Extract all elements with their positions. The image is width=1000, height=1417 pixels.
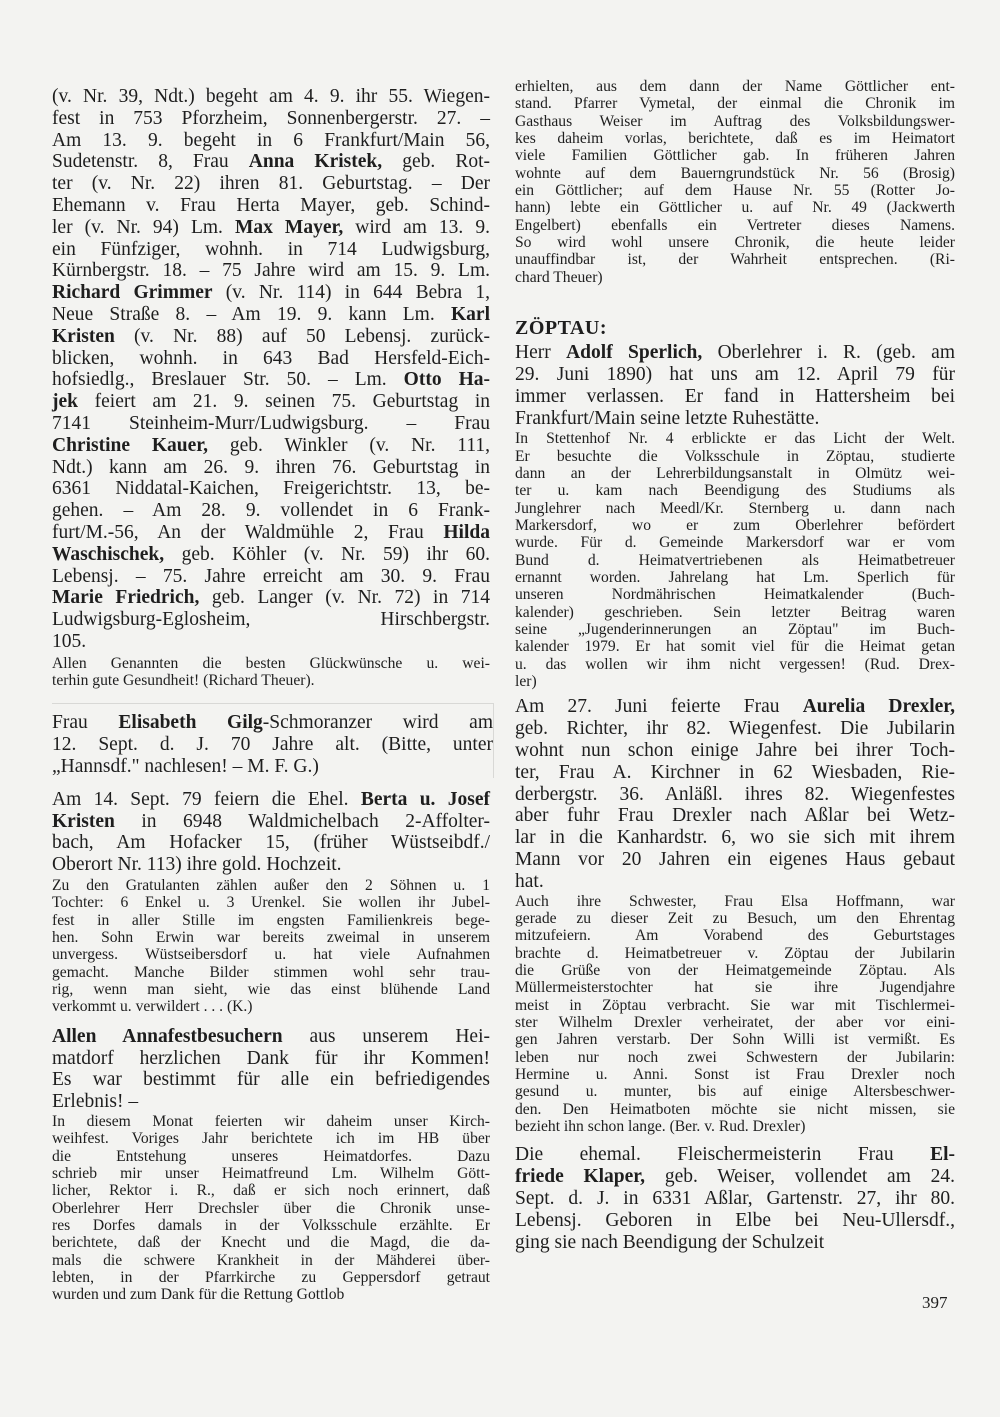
text-line: Auch ihre Schwester, Frau Elsa Hoffmann, war [515, 892, 955, 910]
text-line: berichtete, daß der Knecht und die Magd, die da- [52, 1234, 490, 1252]
bold-name: Karl [451, 303, 490, 325]
text-line: die Entstehung unseres Heimatdorfes. Dazu [52, 1147, 490, 1165]
article-paragraph [52, 703, 494, 777]
text-line: Mann vor 20 Jahren ein eigenes Haus gebaut [515, 849, 955, 871]
bold-name: Kristen [52, 325, 115, 347]
text-line: mals die schwere Krankheit in der Mähderei über- [52, 1251, 490, 1269]
text-line: Zu den Gratulanten zählen außer den 2 Söhnen u. 1 [52, 876, 490, 894]
text-line: fest in 753 Pforzheim, Sonnenbergerstr. 27. – [52, 107, 490, 129]
text-line: ter, Frau A. Kirchner in 62 Wiesbaden, Rie- [515, 761, 955, 783]
text-line: bach, Am Hofacker 15, (früher Wüstseibdf./ [52, 832, 490, 854]
text-line: Kristen (v. Nr. 88) auf 50 Lebensj. zurück- [52, 325, 490, 347]
text-line: gemacht. Manche Bilder stimmen wohl sehr trau- [52, 963, 490, 981]
text-line: rig, wenn man sieht, wie das einst blühende Land [52, 981, 490, 999]
text-line: Oberort Nr. 113) ihre gold. Hochzeit. [52, 854, 342, 876]
article-paragraph [515, 342, 955, 429]
text-line: 12. Sept. d. J. 70 Jahre alt. (Bitte, unter [52, 734, 493, 756]
article-paragraph [52, 86, 490, 653]
article-paragraph [52, 789, 490, 876]
text-line: Richard Grimmer (v. Nr. 114) in 644 Bebra 1, [52, 282, 490, 304]
text-line: Allen Genannten die besten Glückwünsche u. wei- [52, 654, 490, 672]
text-line: immer verlassen. Er fand in Hattersheim bei [515, 385, 955, 407]
text-line: unauffindbar ist, der Wahrheit entsprechen. (Ri- [515, 251, 955, 269]
text-line: Kürnbergstr. 18. – 75 Jahre wird am 15. 9. Lm. [52, 260, 490, 282]
text-line: Waschischek, geb. Köhler (v. Nr. 59) ihr 60. [52, 543, 490, 565]
text-line: wohnte auf dem Bauerngrundstück Nr. 56 (Brosig) [515, 164, 955, 182]
article-paragraph [52, 655, 490, 690]
text-line: bezieht ihn schon lange. (Ber. v. Rud. Drexler) [515, 1118, 806, 1136]
text-line: licher, Rektor i. R., daß er sich noch erinnert, daß [52, 1182, 490, 1200]
text-line: chard Theuer) [515, 268, 603, 286]
text-line: Neue Straße 8. – Am 19. 9. kann Lm. Karl [52, 303, 490, 325]
page-number: 397 [922, 1293, 948, 1312]
text-line: weihfest. Voriges Jahr berichtete ich im HB über [52, 1130, 490, 1148]
text-line: Oberlehrer Herr Drechsler über die Chronik unse- [52, 1199, 490, 1217]
text-line: Allen Annafestbesuchern aus unserem Hei- [52, 1025, 491, 1047]
text-line: ein Göttlicher; auf dem Hause Nr. 55 (Rotter Jo- [515, 182, 955, 200]
text-line: Herr Adolf Sperlich, Oberlehrer i. R. (geb. am [515, 342, 955, 364]
text-line: Hermine u. Anni. Sonst ist Frau Drexler noch [515, 1066, 955, 1084]
text-line: (v. Nr. 39, Ndt.) begeht am 4. 9. ihr 55. Wiegen- [52, 86, 490, 107]
text-line: Ludwigsburg-Eglosheim, Hirschbergstr. [52, 609, 490, 631]
text-line: In Stettenhof Nr. 4 erblickte er das Licht der Welt. [515, 430, 955, 448]
article-paragraph [515, 78, 955, 286]
bold-name: El- [930, 1144, 955, 1166]
text-line: brachte d. Heimatbetreuer v. Zöptau der Jubilarin [515, 944, 955, 962]
text-line: ler (v. Nr. 94) Lm. Max Mayer, wird am 13. 9. [52, 216, 490, 238]
text-line: unseren Nordmährischen Heimatkalender (Buch- [515, 586, 955, 604]
text-line: unvergess. Wüstseibersdorf u. hat viele Aufnahmen [52, 946, 490, 964]
left-column [52, 86, 493, 1304]
text-line: Bund d. Heimatvertriebenen als Heimatbetreuer [515, 551, 955, 569]
bold-name: Richard Grimmer [52, 282, 213, 304]
text-line: mitzufeiern. Am Vorabend des Geburtstages [515, 927, 955, 945]
text-line: die Grüße von der Heimatgemeinde Zöptau. Als [515, 962, 955, 980]
text-line: Am 27. Juni feierte Frau Aurelia Drexler, [515, 696, 956, 718]
text-line: In diesem Monat feierten wir daheim unser Kirch- [52, 1112, 490, 1130]
text-line: terhin gute Gesundheit! (Richard Theuer). [52, 672, 315, 690]
text-line: lar in die Kanhardstr. 6, wo sie sich mit ihrem [515, 827, 955, 849]
text-line: verkommt u. verwildert . . . (K.) [52, 998, 253, 1016]
text-line: matdorf herzlichen Dank für ihr Kommen! [52, 1047, 490, 1069]
article-paragraph [515, 893, 955, 1136]
bold-name: Anna Kristek, [248, 151, 383, 173]
text-line: ein Fünfziger, wohnh. in 714 Ludwigsburg, [52, 238, 490, 260]
text-line: kalender) geschrieben. Sein letzter Beitrag waren [515, 603, 955, 621]
article-paragraph [515, 696, 955, 892]
text-line: geb. Richter, ihr 82. Wiegenfest. Die Jubilarin [515, 718, 955, 740]
text-line: furt/M.-56, An der Waldmühle 2, Frau Hilda [52, 521, 490, 543]
bold-name: Aurelia Drexler, [802, 696, 956, 718]
text-line: Engelbert) ebenfalls ein Vertreter dieses Namens. [515, 216, 955, 234]
article-paragraph [515, 430, 955, 690]
bold-name: Kristen [52, 810, 115, 832]
text-line: Tochter: 6 Enkel u. 3 Urenkel. Sie wollen ihr Jubel- [52, 894, 490, 912]
text-line: Er besuchte die Volksschule in Zöptau, studierte [515, 447, 955, 465]
text-line: wurde. Für d. Gemeinde Markersdorf war er vom [515, 534, 955, 552]
text-line: erhielten, aus dem dann der Name Göttlicher ent- [515, 78, 955, 95]
text-line: aber fuhr Frau Drexler nach Aßlar bei Wetz- [515, 805, 955, 827]
text-line: blicken, wohnh. in 643 Bad Hersfeld-Eich- [52, 347, 490, 369]
text-line: kalender 1979. Er hat somit viel für die Heimat getan [515, 638, 955, 656]
text-line: 7141 Steinheim-Murr/Ludwigsburg. – Frau [52, 412, 490, 434]
text-line: schrieb mir unser Heimatfreund Lm. Wilhelm Gött- [52, 1164, 490, 1182]
text-line: Frankfurt/Main seine letzte Ruhestätte. [515, 407, 820, 429]
text-line: ernannt worden. Jahrelang hat Lm. Sperlich für [515, 569, 955, 587]
text-line: Markersdorf, wo er zum Oberlehrer befördert [515, 517, 955, 535]
text-line: 105. [52, 630, 87, 652]
text-line: Müllermeisterstochter hat sie ihre Jugendjahre [515, 979, 955, 997]
text-line: ler) [515, 673, 537, 691]
text-line: Ehemann v. Frau Herta Mayer, geb. Schind- [52, 194, 490, 216]
text-line: gen Jahren verstarb. Der Sohn Willi ist vermißt. Es [515, 1031, 955, 1049]
text-line: hann) lebte ein Göttlicher u. auf Nr. 49 (Jackwerth [515, 199, 955, 217]
text-line: friede Klaper, geb. Weiser, vollendet am 24. [515, 1166, 956, 1188]
text-line: Junglehrer nach Meedl/Kr. Sternberg u. dann nach [515, 499, 955, 517]
bold-name: Hilda [443, 521, 490, 543]
text-line: leben nur noch zwei Schwestern der Jubilarin: [515, 1048, 955, 1066]
article-paragraph [52, 877, 490, 1016]
bold-name: friede Klaper, [515, 1166, 646, 1188]
text-line: ster Wilhelm Drexler verheiratet, der aber vor eini- [515, 1014, 955, 1032]
text-line: hat. [515, 870, 544, 892]
text-line: Am 14. Sept. 79 feiern die Ehel. Berta u. Josef [52, 788, 490, 810]
text-line: gerade zu dieser Zeit zu Besuch, um den Ehrentag [515, 909, 955, 927]
text-line: kes daheim vorlas, berichtete, daß es im Heimatort [515, 130, 955, 148]
text-line: Lebensj. Geboren in Elbe bei Neu-Ullersdf., [515, 1209, 955, 1231]
text-line: seine „Jugenderinnerungen an Zöptau" im Buch- [515, 621, 955, 639]
text-line: Es war bestimmt für alle ein befriedigendes [52, 1069, 490, 1091]
bold-name: Max Mayer, [234, 216, 344, 238]
text-line: gesund u. munter, bis auf einige Altersbeschwer- [515, 1083, 955, 1101]
text-line: viele Familien Göttlicher gab. In früheren Jahren [515, 147, 955, 165]
text-line: meist in Zöptau verbracht. Sie war mit Tischlermei- [515, 996, 955, 1014]
text-line: Sept. d. J. in 6331 Aßlar, Gartenstr. 27, ihr 80. [515, 1188, 955, 1210]
article-paragraph [515, 1144, 955, 1253]
text-line: res Dorfes damals in der Volksschule erzählte. Er [52, 1216, 490, 1234]
bold-name: Elisabeth Gilg [118, 712, 263, 734]
text-line: stand. Pfarrer Vymetal, der einmal die Chronik im [515, 95, 955, 113]
bold-name: Waschischek, [52, 543, 165, 565]
bold-name: Marie Friedrich, [52, 587, 200, 609]
right-column [515, 78, 955, 1253]
text-line: lebten, in der Pfarrkirche zu Geppersdorf getraut [52, 1269, 490, 1287]
text-line: gehen. – Am 28. 9. vollendet in 6 Frank- [52, 500, 490, 522]
text-line: Kristen in 6948 Waldmichelbach 2-Affolter- [52, 810, 490, 832]
text-line: hen. Sohn Erwin war bereits zweimal in unserem [52, 929, 490, 947]
article-paragraph [52, 1113, 490, 1304]
text-line: ging sie nach Beendigung der Schulzeit [515, 1231, 825, 1253]
bold-name: Otto Ha- [403, 369, 490, 391]
text-line: ter (v. Nr. 22) ihren 81. Geburtstag. – Der [52, 173, 490, 195]
text-line: 29. Juni 1890) hat uns am 12. April 79 für [515, 363, 955, 385]
text-line: hofsiedlg., Breslauer Str. 50. – Lm. Otto Ha- [52, 369, 490, 391]
text-line: „Hannsdf." nachlesen! – M. F. G.) [52, 756, 319, 777]
text-line: wohnt nun schon einige Jahre bei ihrer Toch- [515, 740, 955, 762]
text-line: fest in aller Stille im engsten Familienkreis bege- [52, 911, 490, 929]
text-line: den. Den Heimatboten möchte sie nicht missen, sie [515, 1100, 955, 1118]
bold-name: jek [52, 391, 78, 413]
text-line: dann an der Lehrerbildungsanstalt in Olmütz wei- [515, 465, 955, 482]
text-line: Lebensj. – 75. Jahre erreicht am 30. 9. Frau [52, 565, 490, 587]
text-line: Ndt.) kann am 26. 9. ihren 76. Geburtstag in [52, 456, 490, 478]
text-line: Gasthaus Weiser im Auftrag des Volksbildungswer- [515, 112, 955, 130]
bold-name: Adolf Sperlich, [566, 342, 703, 364]
text-line: Sudetenstr. 8, Frau Anna Kristek, geb. Rot- [52, 151, 490, 173]
text-line: wurden und zum Dank für die Rettung Gottlob [52, 1286, 345, 1304]
text-line: Frau Elisabeth Gilg-Schmoranzer wird am [52, 712, 493, 734]
section-heading [515, 316, 955, 340]
text-line: 6361 Niddatal-Kaichen, Freigerichtstr. 13, be- [52, 478, 490, 500]
text-line: Christine Kauer, geb. Winkler (v. Nr. 111, [52, 434, 490, 456]
bold-name: Berta u. Josef [360, 788, 490, 810]
text-line: Marie Friedrich, geb. Langer (v. Nr. 72) in 714 [52, 587, 490, 609]
text-line: ZÖPTAU: [515, 317, 608, 340]
text-line: So wird wohl unsere Chronik, die heute leider [515, 234, 955, 252]
text-line: derbergstr. 36. Anläßl. ihres 82. Wiegenfestes [515, 783, 955, 805]
bold-name: Christine Kauer, [52, 434, 209, 456]
article-paragraph [52, 1026, 490, 1113]
bold-name: Allen Annafestbesuchern [52, 1025, 283, 1047]
text-line: Erlebnis! – [52, 1091, 139, 1113]
text-line: u. das wollen wir ihm nicht vergessen! (Rud. Drex- [515, 655, 955, 673]
text-line: ter u. kam nach Beendigung des Studiums als [515, 482, 955, 500]
text-line: Die ehemal. Fleischermeisterin Frau El- [515, 1144, 955, 1166]
text-line: Am 13. 9. begeht in 6 Frankfurt/Main 56, [52, 129, 490, 151]
text-line: jek feiert am 21. 9. seinen 75. Geburtstag in [52, 391, 490, 413]
